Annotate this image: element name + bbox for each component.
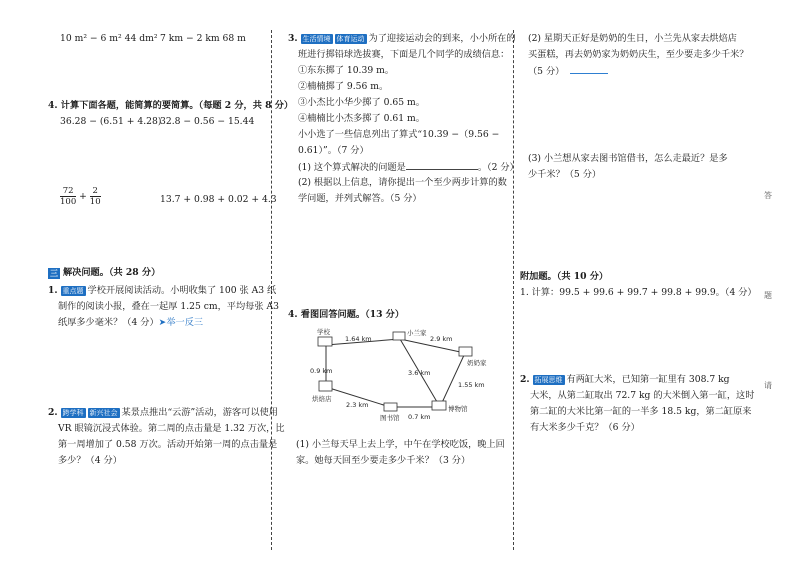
- p4-title: 4. 看图回答问题。（13 分）: [288, 309, 405, 320]
- dist-grandma-museum: 1.55 km: [458, 381, 485, 389]
- unit-calc-b: 7 km − 2 km 68 m: [160, 33, 246, 44]
- life-tag: 生活情境: [302, 35, 331, 43]
- unit-calc-a: 10 m² − 6 m² 44 dm²: [60, 33, 158, 44]
- p2-line3: 第一周增加了 0.58 万次。活动开始第一周的点击量是: [58, 439, 278, 450]
- dist-cake-library: 2.3 km: [346, 401, 369, 409]
- dist-school-home: 1.64 km: [345, 335, 372, 343]
- b2-line2: 大米，从第二缸取出 72.7 kg 的大米倒入第一缸，这时: [530, 390, 755, 401]
- p1-line3: [58, 315, 203, 331]
- problem-3: [288, 31, 516, 47]
- label-grandma: 奶奶家: [467, 359, 487, 367]
- p1-line1: 学校开展阅读活动。小明收集了 100 张 A3 纸: [87, 285, 277, 296]
- p3-info-2: ②楠楠掷了 9.56 m。: [298, 81, 389, 92]
- section-title: [48, 265, 160, 281]
- b2-line4: 有大米多少千克？（6 分）: [530, 422, 640, 433]
- key-tag: 重点题: [62, 287, 84, 295]
- p3-line1: 为了迎接运动会的到来，小小所在的: [368, 33, 516, 44]
- p1-line2: 制作的阅读小报，叠在一起厚 1.25 cm，平均每张 A3: [58, 301, 279, 312]
- cross-subject-tag: 跨学科: [62, 409, 84, 417]
- p4-sub2a: (2) 星期天正好是奶奶的生日，小兰先从家去烘焙店: [528, 33, 737, 44]
- cake-shop-icon: [319, 381, 332, 391]
- b2-line3: 第二缸的大米比第一缸的一半多 18.5 kg，第二缸原来: [530, 406, 752, 417]
- p3-info-1: ①东东掷了 10.39 m。: [298, 65, 394, 76]
- q4-expr-c: [60, 186, 101, 207]
- dist-home-museum: 3.6 km: [408, 369, 431, 377]
- answer-blank-2[interactable]: [570, 63, 608, 74]
- p2-line4: 多少？（4 分）: [58, 455, 122, 466]
- problem-2: 2. 跨学科 新兴社会 某景点推出“云游”活动，游客可以使用: [48, 407, 278, 418]
- p3-sub2b: 学问题，并列式解答。（5 分）: [298, 193, 422, 204]
- column-divider-right: [513, 30, 514, 550]
- bonus-q1: 1. 计算：99.5 + 99.6 + 99.7 + 99.8 + 99.9。（4 分）: [520, 287, 757, 298]
- fraction-2-10: [90, 186, 101, 207]
- thinking-tag: 拓展思维: [534, 376, 563, 384]
- label-school: 学校: [317, 328, 330, 336]
- label-museum: 博物馆: [448, 405, 468, 413]
- p3-sub1: [298, 159, 519, 176]
- p4-sub3b: 少千米？（5 分）: [528, 169, 602, 180]
- side-mark-1: 题: [764, 291, 772, 300]
- p4-sub1b: 家。她每天回至少要走多少千米？（3 分）: [296, 455, 471, 466]
- sports-tag: 体育运动: [336, 35, 365, 43]
- q4-expr-a: 36.28 − (6.51 + 4.28): [60, 116, 162, 127]
- frac-numerator: 72: [62, 186, 74, 196]
- p3-line2: 班进行掷铅球选拔赛，下面是几个同学的成绩信息：: [298, 49, 510, 60]
- p3-line3: 小小选了一些信息列出了算式“10.39 −（9.56 −: [298, 129, 500, 140]
- home-icon: [393, 332, 405, 340]
- section-heading: 解决问题。（共 28 分）: [63, 267, 161, 278]
- grandma-house-icon: [459, 347, 472, 356]
- fraction-72-100: [60, 186, 76, 207]
- p4-sub3a: (3) 小兰想从家去图书馆借书，怎么走最近？是多: [528, 153, 728, 164]
- q4-expr-d: 13.7 + 0.98 + 0.02 + 4.3: [160, 194, 277, 205]
- p3-sub1-text: (1) 这个算式解决的问题是: [298, 162, 406, 173]
- label-library: 图书馆: [380, 414, 400, 422]
- bonus-q2: [520, 372, 730, 388]
- practice-link[interactable]: ➤举一反三: [158, 317, 204, 328]
- b2-line1: 有两缸大米，已知第一缸里有 308.7 kg: [566, 374, 730, 385]
- p2-line2: VR 眼镜沉浸式体验。第二周的点击量是 1.32 万次，比: [58, 423, 285, 434]
- p4-sub1a: (1) 小兰每天早上去上学，中午在学校吃饭，晚上回: [296, 439, 505, 450]
- problem-1: 1. 重点题 学校开展阅读活动。小明收集了 100 张 A3 纸: [48, 285, 277, 296]
- plus-sign: +: [79, 191, 87, 202]
- side-mark-0: 答: [764, 191, 772, 200]
- q4-title: 4. 计算下面各题，能简算的要简算。（每题 2 分，共 8 分）: [48, 100, 294, 111]
- p3-line4: 0.61）”。（7 分）: [298, 145, 369, 156]
- q4-expr-b: 32.8 − 0.56 − 15.44: [160, 116, 255, 127]
- p3-info-3: ③小杰比小华少掷了 0.65 m。: [298, 97, 425, 108]
- library-icon: [384, 403, 397, 411]
- dist-school-cake: 0.9 km: [310, 367, 333, 375]
- p3-sub1-end: 。（2 分）: [477, 162, 519, 173]
- frac-denominator: 10: [89, 197, 101, 207]
- dist-home-grandma: 2.9 km: [430, 335, 453, 343]
- frac-numerator: 2: [92, 186, 98, 196]
- side-mark-2: 请: [764, 381, 772, 390]
- b2-number: 2.: [520, 374, 530, 385]
- p3-info-4: ④楠楠比小杰多掷了 0.61 m。: [298, 113, 425, 124]
- label-home: 小兰家: [407, 329, 427, 337]
- frac-denominator: 100: [60, 197, 77, 207]
- new-society-tag: 新兴社会: [89, 409, 118, 417]
- p4-sub2c: [528, 63, 608, 80]
- route-map: [290, 325, 500, 435]
- road-grandma-museum: [440, 353, 465, 407]
- p3-number: 3.: [288, 33, 298, 44]
- p3-sub2a: (2) 根据以上信息，请你提出一个至少两步计算的数: [298, 177, 507, 188]
- bonus-title: 附加题。（共 10 分）: [520, 271, 609, 282]
- museum-icon: [432, 401, 446, 410]
- p2-line1: 某景点推出“云游”活动，游客可以使用: [121, 407, 278, 418]
- school-icon: [318, 337, 332, 346]
- answer-blank[interactable]: [406, 159, 478, 170]
- p4-sub2b: 买蛋糕，再去奶奶家为奶奶庆生，至少要走多少千米？: [528, 49, 749, 60]
- p4-sub2c-score: （5 分）: [528, 66, 565, 77]
- label-cake: 烘焙店: [312, 395, 332, 403]
- dist-library-museum: 0.7 km: [408, 413, 431, 421]
- section-number-badge: 三: [50, 268, 58, 278]
- p1-line3-text: 纸厚多少毫米？（4 分）: [58, 317, 159, 328]
